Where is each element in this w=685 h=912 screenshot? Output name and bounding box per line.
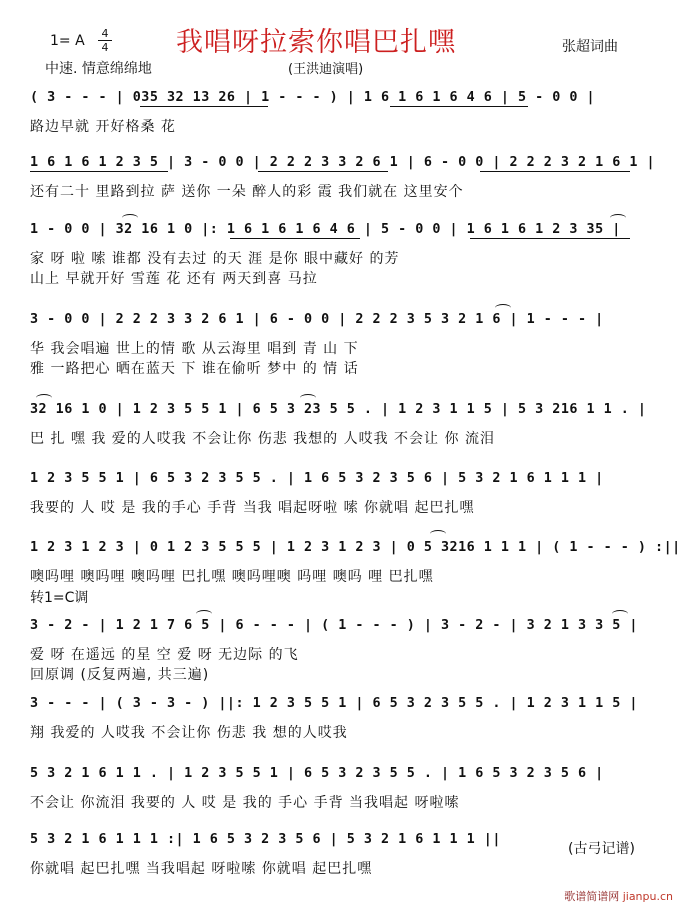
notation-row-2: 1 6 1 6 1 2 3 5 | 3 - 0 0 | 2 2 2 3 3 2 6 1 | 6 - 0 0 | 2 2 2 3 2 1 6 1 | bbox=[30, 155, 656, 170]
tie-mark bbox=[430, 530, 446, 538]
lyrics-row-9: 翔 我爱的 人哎我 不会让你 伤悲 我 想的人哎我 bbox=[30, 725, 348, 741]
lyrics-row-1: 路边早就 开好格桑 花 bbox=[30, 119, 176, 135]
time-bottom: 4 bbox=[101, 41, 109, 54]
lyrics-row-4b: 雅 一路把心 晒在蓝天 下 谁在偷听 梦中 的 情 话 bbox=[30, 361, 359, 377]
tie-mark bbox=[196, 610, 212, 618]
notation-row-5: 32 16 1 0 | 1 2 3 5 5 1 | 6 5 3 23 5 5 . | 1 2 3 1 1 5 | 5 3 216 1 1 . | bbox=[30, 402, 647, 417]
notation-row-1: ( 3 - - - | 035 32 13 26 | 1 - - - ) | 1 6 1 6 1 6 4 6 | 5 - 0 0 | bbox=[30, 90, 596, 105]
beam-line bbox=[390, 106, 528, 107]
lyrics-row-7: 噢吗哩 噢吗哩 噢吗哩 巴扎嘿 噢吗哩噢 吗哩 噢吗 哩 巴扎嘿 bbox=[30, 569, 434, 585]
beam-line bbox=[470, 238, 630, 239]
tempo-marking: 中速. 情意绵绵地 bbox=[45, 61, 152, 77]
composer-credit: 张超词曲 bbox=[562, 39, 618, 55]
notation-row-10: 5 3 2 1 6 1 1 . | 1 2 3 5 5 1 | 6 5 3 2 3 5 5 . | 1 6 5 3 2 3 5 6 | bbox=[30, 766, 604, 781]
lyrics-row-3b: 山上 早就开好 雪莲 花 还有 两天到喜 马拉 bbox=[30, 271, 318, 287]
lyrics-row-11: 你就唱 起巴扎嘿 当我唱起 呀啦嗦 你就唱 起巴扎嘿 bbox=[30, 861, 373, 877]
key-signature: 1= A bbox=[50, 33, 85, 49]
tie-mark bbox=[610, 214, 626, 222]
beam-line bbox=[230, 238, 360, 239]
notation-row-8: 3 - 2 - | 1 2 1 7 6 5 | 6 - - - | ( 1 - - - ) | 3 - 2 - | 3 2 1 3 3 5 | bbox=[30, 618, 638, 633]
lyrics-row-6: 我要的 人 哎 是 我的手心 手背 当我 唱起呀啦 嗦 你就唱 起巴扎嘿 bbox=[30, 500, 475, 516]
transcriber-credit: (古弓记谱) bbox=[568, 841, 635, 857]
lyrics-row-4a: 华 我会唱遍 世上的情 歌 从云海里 唱到 青 山 下 bbox=[30, 341, 359, 357]
notation-row-9: 3 - - - | ( 3 - 3 - ) ||: 1 2 3 5 5 1 | 6 5 3 2 3 5 5 . | 1 2 3 1 1 5 | bbox=[30, 696, 638, 711]
lyrics-row-5: 巴 扎 嘿 我 爱的人哎我 不会让你 伤悲 我想的 人哎我 不会让 你 流泪 bbox=[30, 431, 495, 447]
tie-mark bbox=[612, 610, 628, 618]
time-top: 4 bbox=[101, 27, 109, 40]
notation-row-6: 1 2 3 5 5 1 | 6 5 3 2 3 5 5 . | 1 6 5 3 2 3 5 6 | 5 3 2 1 6 1 1 1 | bbox=[30, 471, 604, 486]
notation-row-3: 1 - 0 0 | 32 16 1 0 |: 1 6 1 6 1 6 4 6 | 5 - 0 0 | 1 6 1 6 1 2 3 35 | bbox=[30, 222, 621, 237]
tie-mark bbox=[122, 214, 138, 222]
watermark-name: 歌谱简谱网 bbox=[564, 890, 620, 903]
song-title: 我唱呀拉索你唱巴扎嘿 bbox=[176, 27, 456, 58]
lyrics-row-3a: 家 呀 啦 嗦 谁都 没有去过 的天 涯 是你 眼中藏好 的芳 bbox=[30, 251, 400, 267]
beam-line bbox=[480, 171, 630, 172]
key-change-note: 转1=C调 bbox=[30, 590, 89, 606]
tie-mark bbox=[495, 304, 511, 312]
tie-mark bbox=[300, 394, 316, 402]
watermark-url: jianpu.cn bbox=[622, 890, 673, 903]
lyrics-row-8a: 爱 呀 在遥远 的星 空 爱 呀 无边际 的飞 bbox=[30, 647, 299, 663]
singer-credit: (王洪迪演唱) bbox=[288, 62, 364, 77]
lyrics-row-8b: 回原调 (反复两遍, 共三遍) bbox=[30, 667, 210, 683]
site-watermark bbox=[564, 888, 673, 904]
tie-mark bbox=[36, 394, 52, 402]
beam-line bbox=[258, 171, 388, 172]
beam-line bbox=[140, 106, 268, 107]
lyrics-row-2: 还有二十 里路到拉 萨 送你 一朵 醉人的彩 霞 我们就在 这里安个 bbox=[30, 184, 464, 200]
notation-row-7: 1 2 3 1 2 3 | 0 1 2 3 5 5 5 | 1 2 3 1 2 3 | 0 5 3216 1 1 1 | ( 1 - - - ) :|| bbox=[30, 540, 681, 555]
beam-line bbox=[30, 171, 168, 172]
notation-row-11: 5 3 2 1 6 1 1 1 :| 1 6 5 3 2 3 5 6 | 5 3 2 1 6 1 1 1 || bbox=[30, 832, 501, 847]
notation-row-4: 3 - 0 0 | 2 2 2 3 3 2 6 1 | 6 - 0 0 | 2 2 2 3 5 3 2 1 6 | 1 - - - | bbox=[30, 312, 604, 327]
lyrics-row-10: 不会让 你流泪 我要的 人 哎 是 我的 手心 手背 当我唱起 呀啦嗦 bbox=[30, 795, 460, 811]
time-signature bbox=[98, 28, 112, 53]
